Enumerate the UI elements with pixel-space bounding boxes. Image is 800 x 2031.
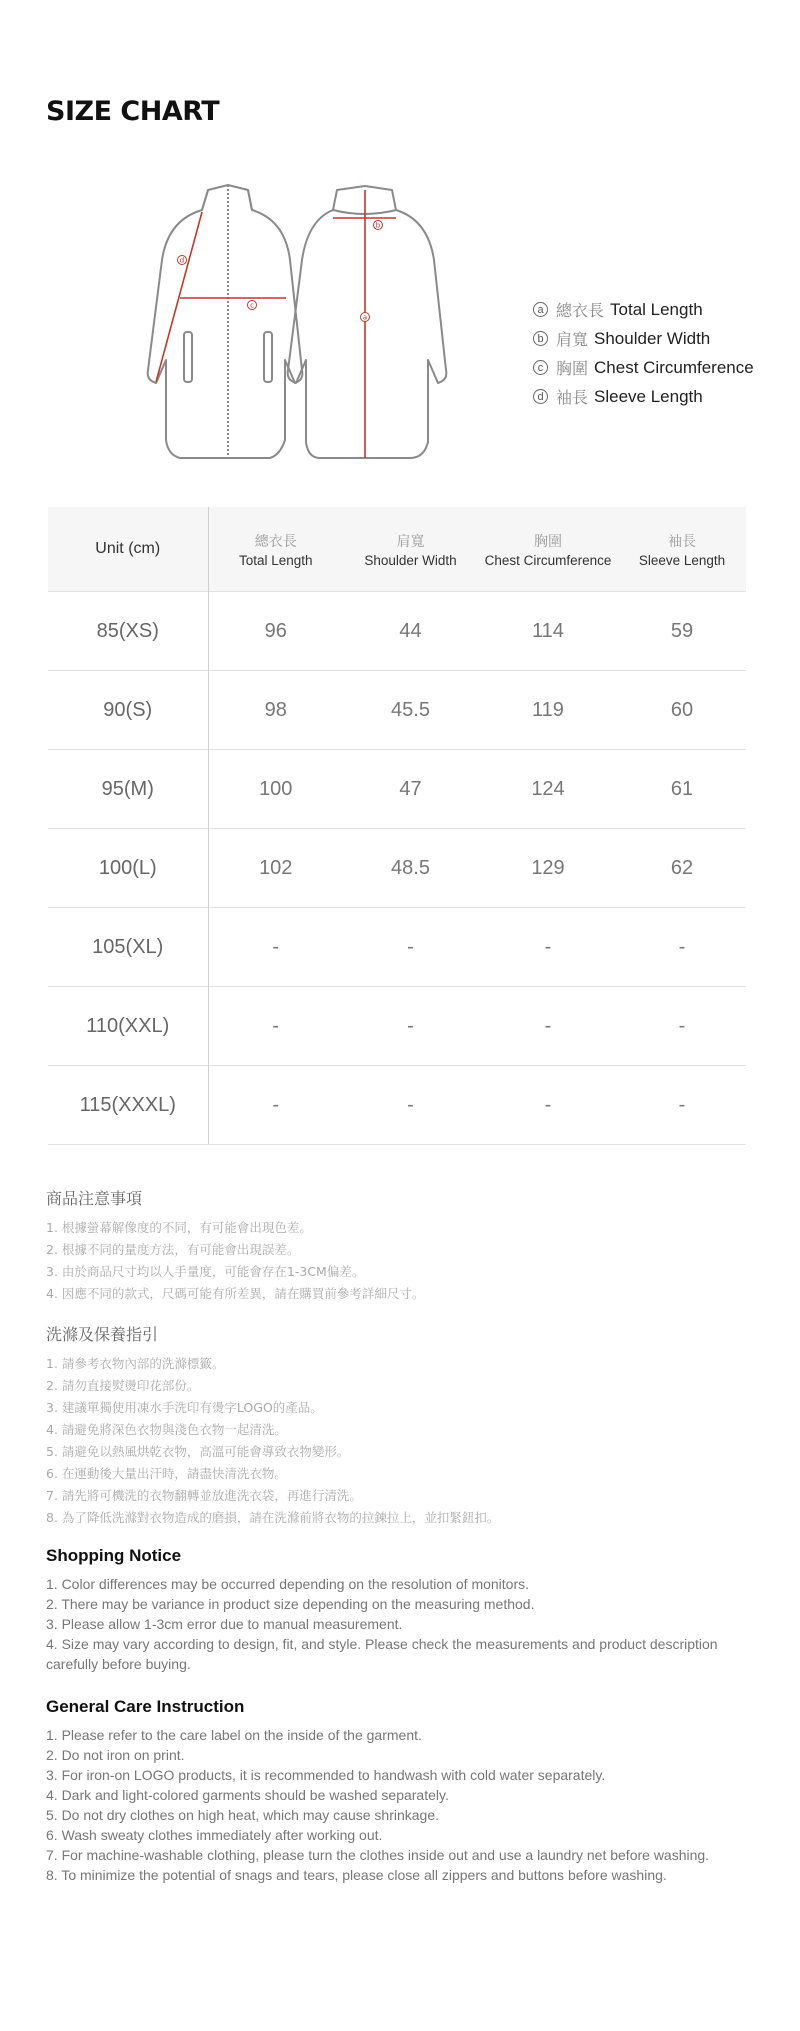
section-title: General Care Instruction [46, 1697, 245, 1716]
value-cell: 60 [618, 671, 746, 750]
size-cell: 110(XXL) [48, 987, 208, 1066]
table-row [48, 908, 746, 987]
list-item: 4. Dark and light-colored garments should be washed separately. [46, 1787, 449, 1803]
column-header [208, 507, 343, 592]
shopping-notice-en [46, 1546, 746, 1674]
list-item: 5. 請避免以熱風烘乾衣物，高溫可能會導致衣物變形。 [46, 1444, 350, 1459]
value-cell: - [478, 908, 618, 987]
list-item: 2. 請勿直接熨燙印花部份。 [46, 1378, 200, 1393]
value-cell: 129 [478, 829, 618, 908]
value-cell: 45.5 [343, 671, 478, 750]
size-cell: 100(L) [48, 829, 208, 908]
svg-text:a: a [362, 313, 368, 322]
measurement-legend [533, 295, 754, 411]
measure-lines [156, 190, 396, 458]
legend-label-zh: 袖長 [556, 388, 589, 407]
legend-label-zh: 胸圍 [556, 359, 589, 378]
legend-item-sleeve-length [533, 382, 754, 411]
value-cell: - [618, 908, 746, 987]
column-header-zh: 肩寬 [396, 533, 425, 550]
value-cell: 96 [208, 592, 343, 671]
legend-label-zh: 肩寬 [556, 330, 589, 349]
svg-text:d: d [179, 256, 185, 265]
list-item: 8. 為了降低洗滌對衣物造成的磨損，請在洗滌前將衣物的拉鍊拉上，並扣緊鈕扣。 [46, 1510, 500, 1525]
table-row [48, 592, 746, 671]
legend-label-en: Total Length [610, 299, 703, 319]
value-cell: - [618, 1066, 746, 1145]
list-item: 1. 請參考衣物內部的洗滌標籤。 [46, 1356, 225, 1371]
column-header [618, 507, 746, 592]
table-row [48, 987, 746, 1066]
page-title: SIZE CHART [46, 96, 220, 127]
value-cell: 62 [618, 829, 746, 908]
legend-label-en: Shoulder Width [594, 328, 711, 348]
value-cell: 124 [478, 750, 618, 829]
list-item: 3. Please allow 1-3cm error due to manual measurement. [46, 1616, 403, 1632]
legend-label-zh: 總衣長 [556, 301, 605, 320]
column-header-zh: 總衣長 [254, 533, 297, 550]
size-cell: 115(XXXL) [48, 1066, 208, 1145]
shopping-notice-zh [46, 1186, 424, 1305]
list-item: 6. Wash sweaty clothes immediately after working out. [46, 1827, 383, 1843]
list-item: 2. There may be variance in product size depending on the measuring method. [46, 1596, 535, 1612]
care-instructions-zh [46, 1322, 499, 1529]
legend-item-shoulder-width [533, 324, 754, 353]
table-row [48, 750, 746, 829]
section-title: Shopping Notice [46, 1546, 182, 1565]
table-row [48, 671, 746, 750]
unit-header: Unit (cm) [48, 507, 208, 592]
list-item: 3. For iron-on LOGO products, it is recommended to handwash with cold water separately. [46, 1767, 606, 1783]
list-item: 7. For machine-washable clothing, please turn the clothes inside out and use a laundry net before washing. [46, 1847, 710, 1863]
column-header-en: Sleeve Length [638, 552, 726, 568]
size-cell: 105(XL) [48, 908, 208, 987]
list-item: 3. 由於商品尺寸均以人手量度，可能會存在1-3CM偏差。 [46, 1264, 365, 1279]
list-item: 8. To minimize the potential of snags and tears, please close all zippers and buttons before washing. [46, 1867, 667, 1883]
size-cell: 95(M) [48, 750, 208, 829]
value-cell: - [343, 1066, 478, 1145]
column-header-zh: 袖長 [668, 533, 696, 550]
legend-marker-icon: a [533, 302, 548, 317]
column-header [343, 507, 478, 592]
care-instructions-en [46, 1697, 746, 1885]
section-title: 商品注意事項 [46, 1189, 143, 1208]
size-cell: 90(S) [48, 671, 208, 750]
legend-label-en: Sleeve Length [594, 386, 703, 406]
column-header-en: Chest Circumference [484, 552, 612, 568]
list-item: 5. Do not dry clothes on high heat, which may cause shrinkage. [46, 1807, 439, 1823]
list-item: 1. 根據螢幕解像度的不同，有可能會出現色差。 [46, 1220, 312, 1235]
value-cell: - [343, 908, 478, 987]
size-table [48, 507, 746, 1145]
back-coat-outline [288, 186, 447, 458]
value-cell: 119 [478, 671, 618, 750]
list-item: 4. Size may vary according to design, fit, and style. Please check the measurements and product description carefully before buying. [46, 1636, 718, 1672]
table-row [48, 1066, 746, 1145]
value-cell: 47 [343, 750, 478, 829]
value-cell: 98 [208, 671, 343, 750]
list-item: 4. 因應不同的款式，尺碼可能有所差異，請在購買前參考詳細尺寸。 [46, 1286, 425, 1301]
column-header [478, 507, 618, 592]
value-cell: 48.5 [343, 829, 478, 908]
column-header-en: Shoulder Width [364, 552, 457, 568]
value-cell: - [478, 1066, 618, 1145]
value-cell: 102 [208, 829, 343, 908]
list-item: 3. 建議單獨使用凍水手洗印有燙字LOGO的產品。 [46, 1400, 323, 1415]
legend-item-total-length [533, 295, 754, 324]
garment-diagram [80, 180, 460, 480]
value-cell: - [618, 987, 746, 1066]
svg-text:b: b [375, 221, 381, 230]
legend-item-chest [533, 353, 754, 382]
list-item: 2. Do not iron on print. [46, 1747, 185, 1763]
value-cell: 61 [618, 750, 746, 829]
size-cell: 85(XS) [48, 592, 208, 671]
list-item: 1. Please refer to the care label on the inside of the garment. [46, 1727, 422, 1743]
legend-marker-icon: c [533, 360, 548, 375]
value-cell: - [208, 908, 343, 987]
value-cell: - [343, 987, 478, 1066]
front-coat-outline [148, 185, 303, 458]
legend-marker-icon: b [533, 331, 548, 346]
value-cell: 44 [343, 592, 478, 671]
list-item: 1. Color differences may be occurred depending on the resolution of monitors. [46, 1576, 530, 1592]
value-cell: - [208, 1066, 343, 1145]
table-header-row [48, 507, 746, 592]
list-item: 2. 根據不同的量度方法，有可能會出現誤差。 [46, 1242, 300, 1257]
value-cell: - [208, 987, 343, 1066]
value-cell: 114 [478, 592, 618, 671]
svg-text:c: c [250, 301, 254, 310]
list-item: 7. 請先將可機洗的衣物翻轉並放進洗衣袋，再進行清洗。 [46, 1488, 362, 1503]
legend-label-en: Chest Circumference [594, 357, 754, 377]
value-cell: 59 [618, 592, 746, 671]
list-item: 4. 請避免將深色衣物與淺色衣物一起清洗。 [46, 1422, 287, 1437]
table-row [48, 829, 746, 908]
value-cell: - [478, 987, 618, 1066]
section-title: 洗滌及保養指引 [46, 1325, 159, 1344]
legend-marker-icon: d [533, 389, 548, 404]
list-item: 6. 在運動後大量出汗時，請盡快清洗衣物。 [46, 1466, 287, 1481]
value-cell: 100 [208, 750, 343, 829]
column-header-zh: 胸圍 [534, 533, 562, 550]
column-header-en: Total Length [238, 552, 313, 568]
